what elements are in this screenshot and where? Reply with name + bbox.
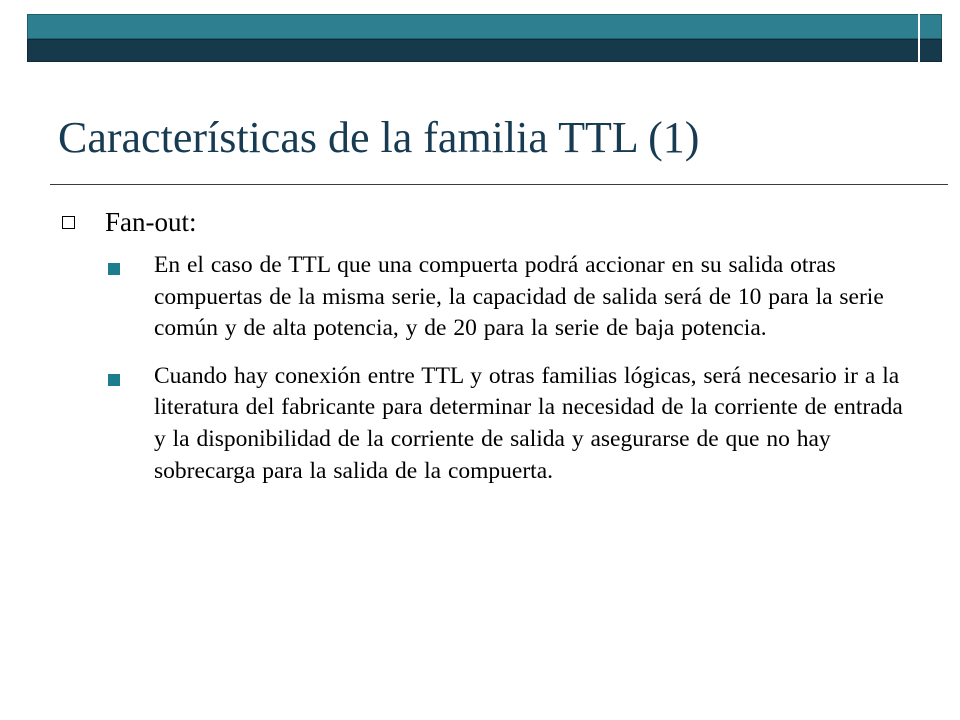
sub-bullet-item [108, 250, 908, 345]
band-bottom-stripe [27, 39, 919, 62]
band-divider [918, 14, 920, 62]
solid-square-icon [108, 263, 120, 275]
band-top-stripe [27, 14, 919, 39]
band-corner-square-top [919, 14, 942, 39]
sub-bullet-text: En el caso de TTL que una compuerta podrá accionar en su salida otras compuertas de la misma serie, la capacidad de salida será de 10 para la serie común y de alta potencia, y de 20 para la serie de baja potencia. [154, 252, 884, 342]
solid-square-icon [108, 374, 120, 386]
sub-bullet-item [108, 361, 908, 487]
hollow-square-icon [62, 216, 75, 229]
header-decorative-band [27, 14, 942, 62]
sub-bullet-list [108, 250, 908, 503]
bullet-heading-text: Fan-out: [105, 207, 197, 237]
band-corner-square-bottom [919, 39, 942, 62]
title-underline [50, 184, 948, 185]
slide-title: Características de la familia TTL (1) [58, 113, 700, 162]
bullet-fan-out [62, 204, 197, 240]
sub-bullet-text: Cuando hay conexión entre TTL y otras familias lógicas, será necesario ir a la literatura del fabricante para determinar la necesidad de la corriente de entrada y la disponibilidad de la corriente de salida y asegurarse de que no hay sobrecarga para la salida de la compuerta. [154, 362, 903, 484]
